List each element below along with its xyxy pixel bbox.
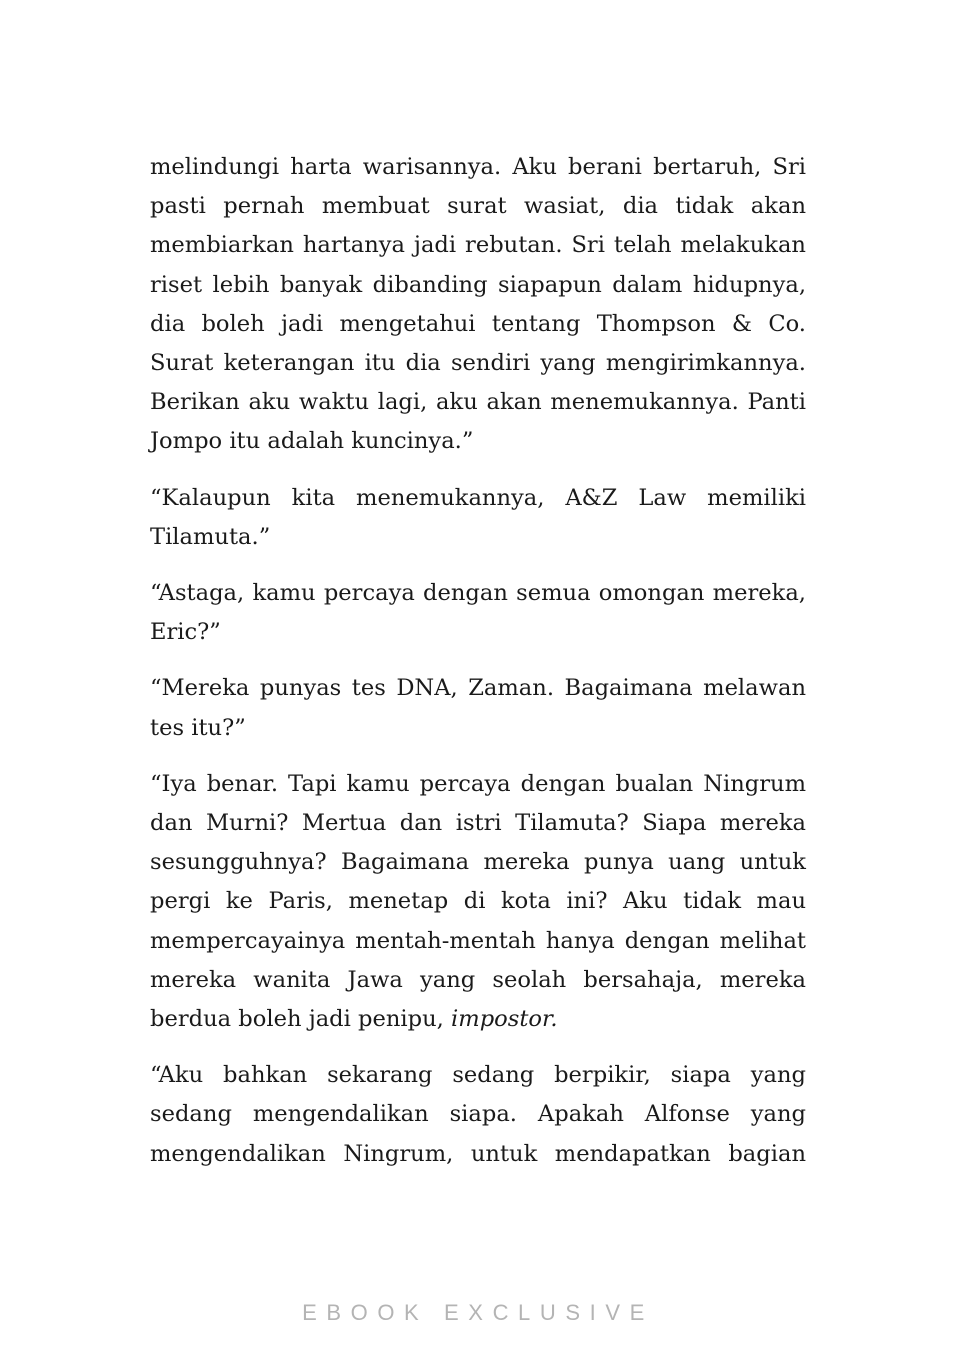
paragraph-2: “Kalaupun kita menemukannya, A&Z Law memiliki Tilamuta.” [150,484,806,550]
paragraph-1: melindungi harta warisannya. Aku berani bertaruh, Sri pasti pernah membuat surat wasiat, dia tidak akan membiarkan hartanya jadi rebutan. Sri telah melakukan riset lebih banyak dibanding siapapun dalam hidupnya, dia boleh jadi mengetahui tentang Thompson & Co. Surat keterangan itu dia sendiri yang mengirimkannya. Berikan aku waktu lagi, aku akan menemukannya. Panti Jompo itu adalah kuncinya.” [150,154,806,455]
paragraph-6: “Aku bahkan sekarang sedang berpikir, siapa yang sedang mengendalikan siapa. Apakah Alfonse yang mengendalikan Ningrum, untuk mendapatkan bagian [150,1062,806,1167]
paragraph-5-italic: impostor. [451,1006,558,1033]
paragraph-4: “Mereka punyas tes DNA, Zaman. Bagaimana melawan tes itu?” [150,675,806,741]
paragraph-5-text: “Iya benar. Tapi kamu percaya dengan bualan Ningrum dan Murni? Mertua dan istri Tilamuta? Siapa mereka sesungguhnya? Bagaimana mereka punya uang untuk pergi ke Paris, menetap di kota ini? Aku tidak mau mempercayainya mentah-mentah hanya dengan melihat mereka wanita Jawa yang seolah bersahaja, mereka berdua boleh jadi penipu, [150,770,806,1033]
paragraph-3: “Astaga, kamu percaya dengan semua omongan mereka, Eric?” [150,580,806,646]
paragraph-5 [150,765,806,1039]
page-body [150,148,806,1191]
footer-label: EBOOK EXCLUSIVE [302,1300,654,1325]
